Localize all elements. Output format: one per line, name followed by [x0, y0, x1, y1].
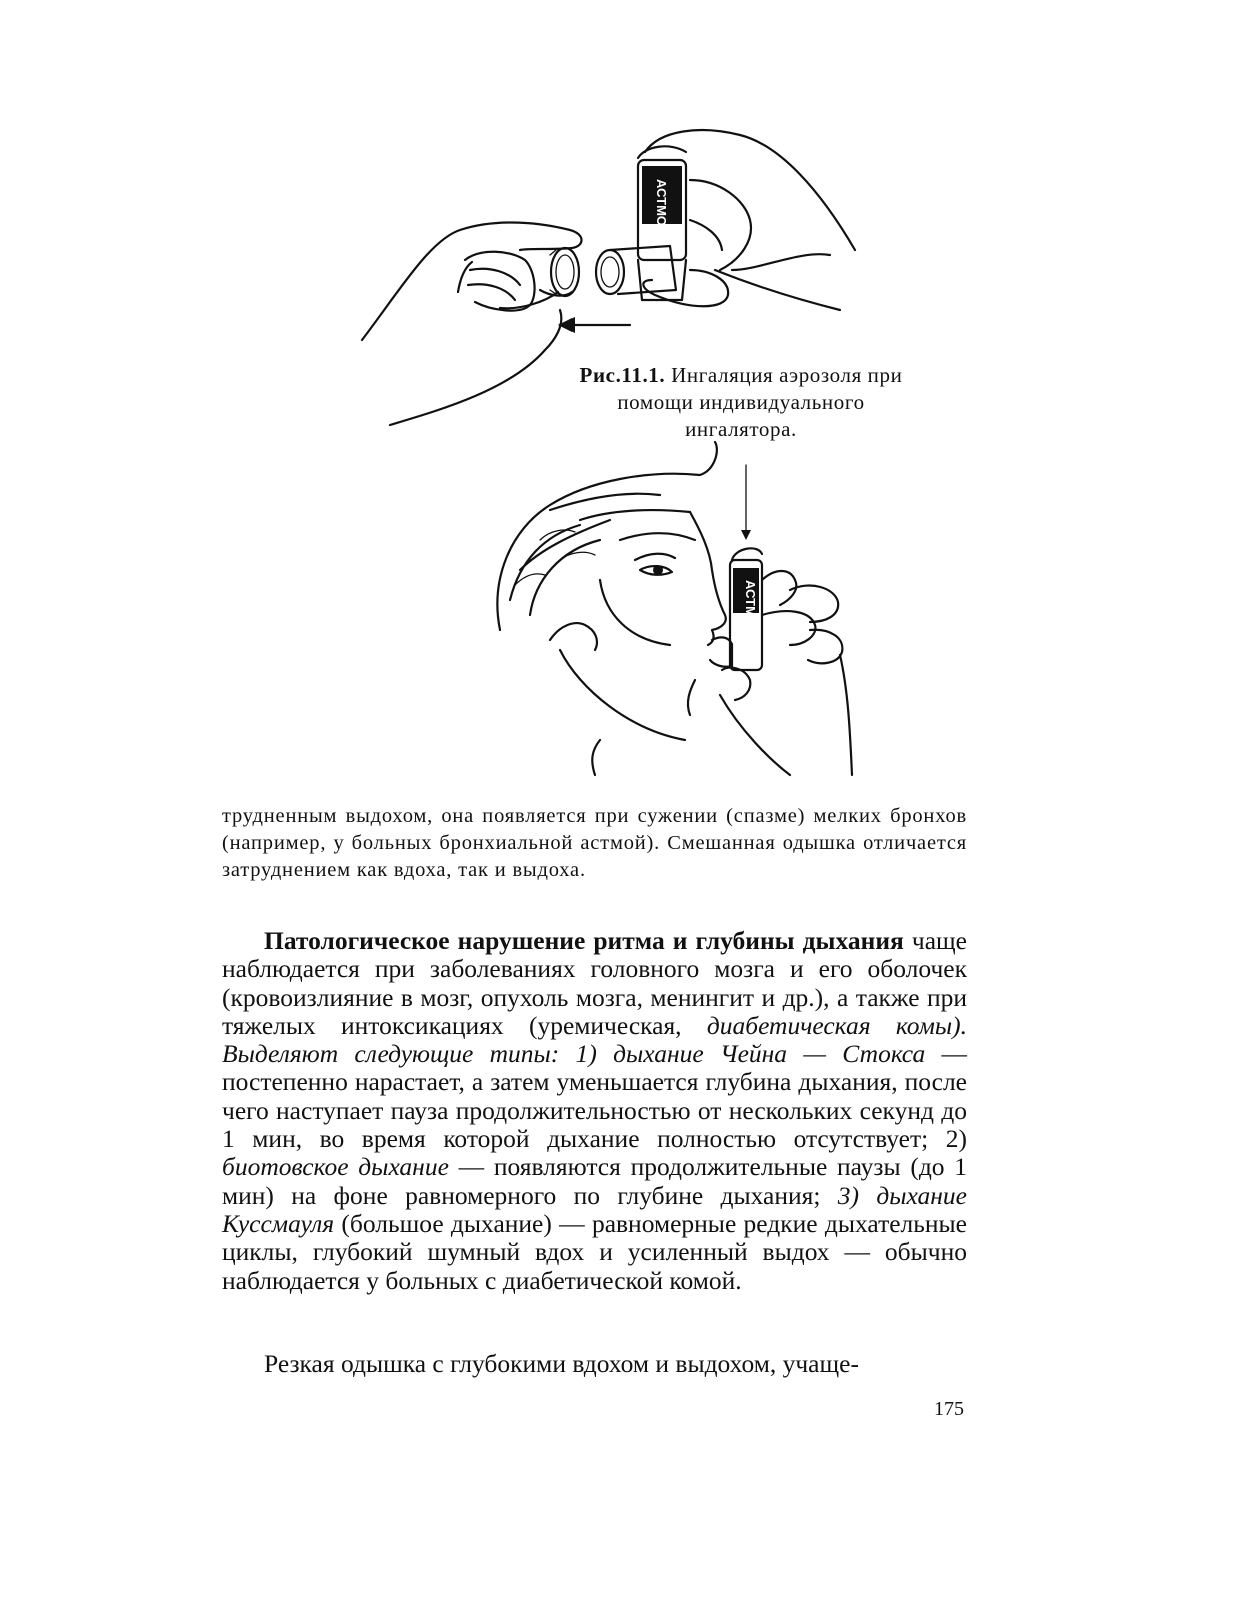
figure-caption [560, 362, 922, 443]
figure-number: Рис.11.1. [579, 363, 666, 387]
person-inhaling-illustration [490, 440, 860, 780]
text-run-4: (большое дыхание) — равномерные редкие дыхательные циклы, глубокий шумный вдох и усиленный выдох — обычно наблюдается у больных с диабетической комой. [222, 1208, 967, 1295]
text-run-1: чаще наблюдается при заболеваниях головного мозга и его оболочек (кровоизлияние в мозг, опухоль мозга, менингит и др.), а также при тяжелых интоксикациях (уремическая, [222, 926, 968, 1040]
paragraph-heading: Патологическое нарушение ритма и глубины дыхания [264, 926, 904, 955]
inhaler-label: АСТМОП [654, 179, 669, 236]
page-number: 175 [934, 1398, 964, 1420]
italic-run-3: 3) дыхание Куссмауля [222, 1180, 967, 1238]
text-run-2: — постепенно нарастает, а затем уменьшается глубина дыхания, после чего наступает пауза продолжительностью от нескольких секунд до 1 мин, во время которой дыхание полностью отсутствует; 2) [222, 1039, 967, 1154]
italic-run-1: диабетическая комы). Выделяют следующие типы: 1) дыхание Чейна — Стокса [222, 1010, 967, 1069]
paragraph-continued [222, 1350, 967, 1378]
paragraph-dyspnea: трудненным выдохом, она появляется при сужении (спазме) мелких бронхов (например, у больных бронхиальной астмой). Смешанная одышка отличается затруднением как вдоха, так и выдоха. [222, 805, 967, 881]
paragraph-breathing-rhythm [222, 927, 967, 1295]
inhaler-label-2: АСТМ [743, 580, 758, 617]
continued-text: Резкая одышка с глубокими вдохом и выдохом, учаще- [264, 1349, 859, 1378]
figure-caption-text: Ингаляция аэрозоля при помощи индивидуального ингалятора. [617, 363, 903, 441]
text-run-3: — появляются продолжительные паузы (до 1 мин) на фоне равномерного по глубине дыхания; [222, 1152, 968, 1210]
italic-run-2: биотовское дыхание [222, 1152, 449, 1182]
